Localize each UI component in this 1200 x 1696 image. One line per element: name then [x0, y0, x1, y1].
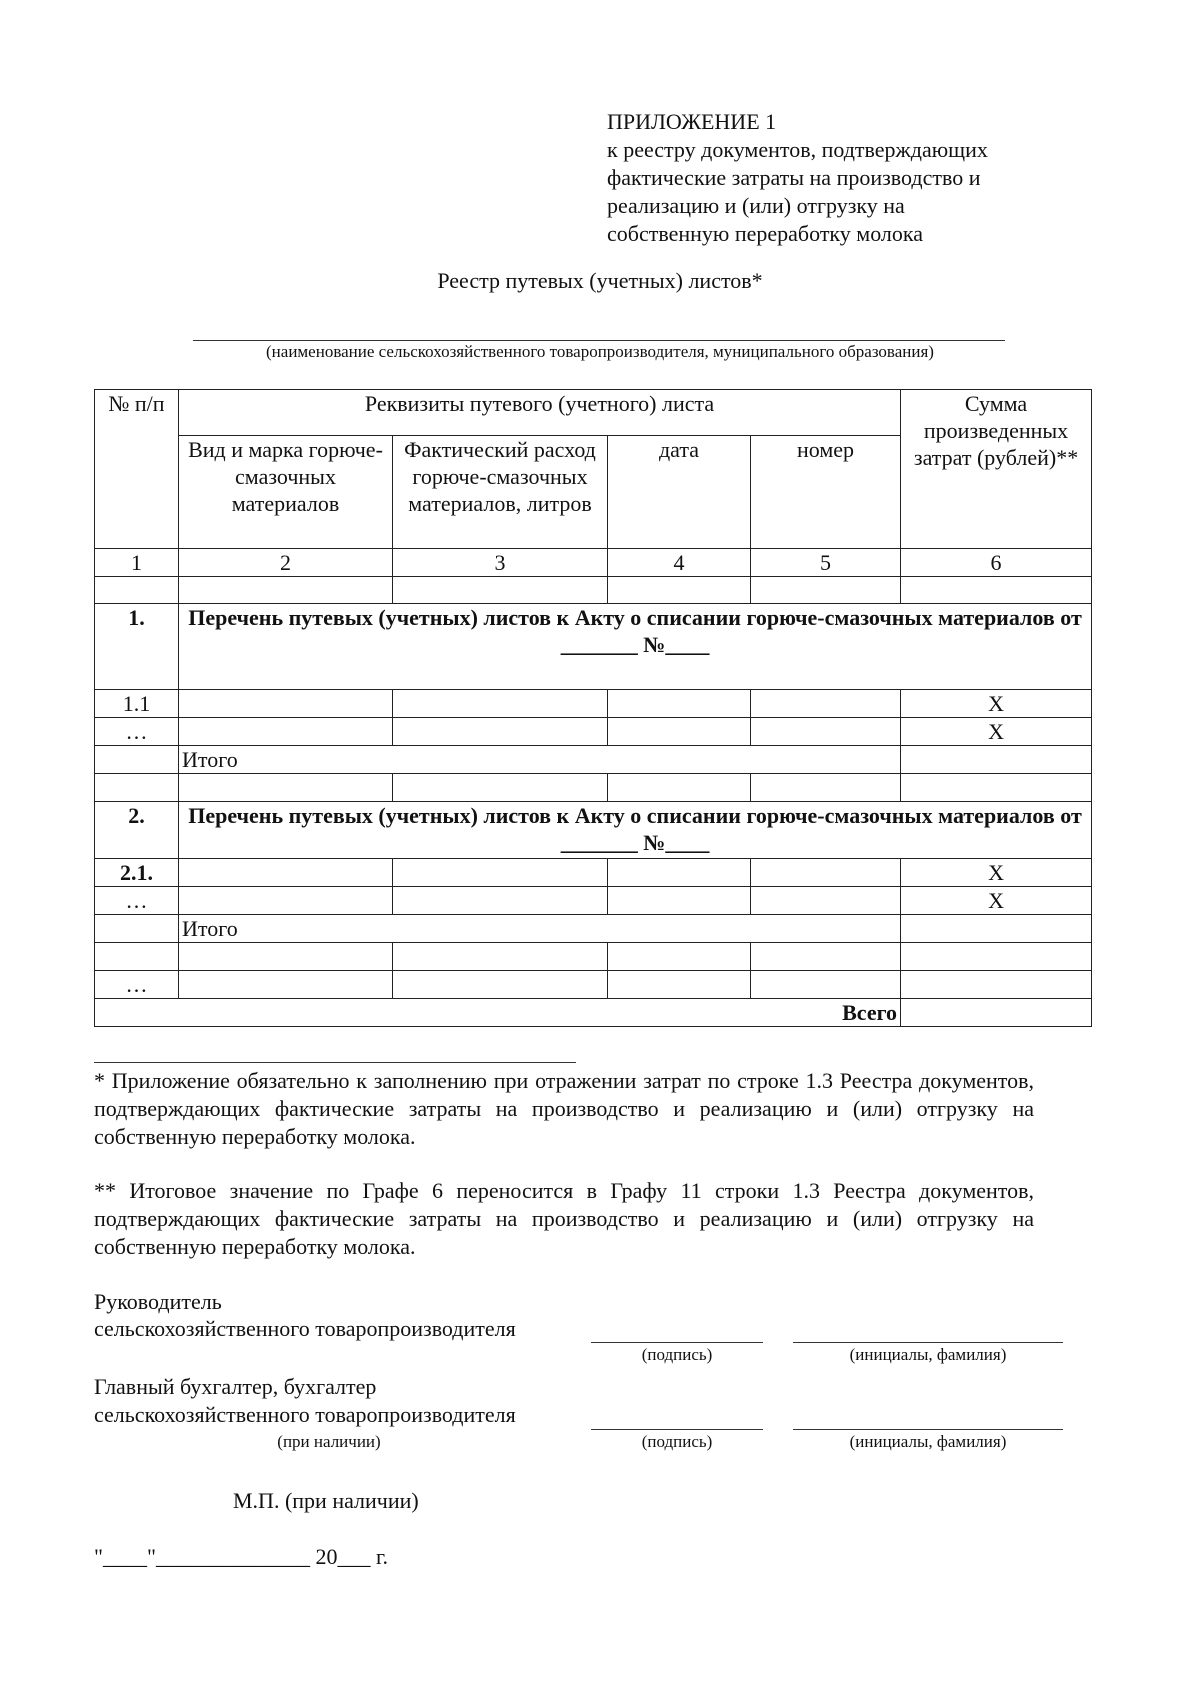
accountant-signature-caption: (подпись)	[641, 1432, 713, 1451]
section-1-title: Перечень путевых (учетных) листов к Акту о списании горюче-смазочных материалов от _______ №____	[179, 604, 1092, 690]
x-mark: Х	[901, 690, 1092, 718]
table-row	[95, 887, 1092, 915]
head-name-line	[793, 1342, 1063, 1343]
footnote-divider	[94, 1062, 576, 1063]
subtotal-row	[95, 915, 1092, 943]
stamp-label: М.П. (при наличии)	[233, 1488, 419, 1513]
header-doc-number: номер	[751, 436, 901, 549]
column-number: 6	[901, 549, 1092, 577]
row-ellipsis: …	[95, 718, 179, 746]
subtotal-label: Итого	[179, 915, 901, 943]
grand-total-row	[95, 999, 1092, 1027]
header-date: дата	[608, 436, 751, 549]
table-header-row	[95, 390, 1092, 436]
appendix-line: фактические затраты на производство и	[607, 165, 981, 190]
section-2-row	[95, 802, 1092, 859]
head-name-caption: (инициалы, фамилия)	[849, 1345, 1007, 1364]
row-number: 1.1	[95, 690, 179, 718]
organization-name-caption: (наименование сельскохозяйственного товаропроизводителя, муниципального образования)	[266, 342, 934, 361]
table-row	[95, 859, 1092, 887]
organization-name-line	[193, 340, 1005, 341]
table-row	[95, 690, 1092, 718]
column-number-row	[95, 549, 1092, 577]
column-number: 5	[751, 549, 901, 577]
section-1-number: 1.	[95, 604, 179, 690]
header-number: № п/п	[95, 390, 179, 549]
column-number: 4	[608, 549, 751, 577]
subtotal-row	[95, 746, 1092, 774]
accountant-name-caption: (инициалы, фамилия)	[849, 1432, 1007, 1451]
header-fuel-type: Вид и марка горюче-смазочных материалов	[179, 436, 393, 549]
footnote-1: * Приложение обязательно к заполнению при отражении затрат по строке 1.3 Реестра документов, подтверждающих фактические затраты на производство и реализацию и (или) отгрузку на собственную переработку молока.	[94, 1068, 1034, 1149]
head-signature-line	[591, 1342, 763, 1343]
x-mark: Х	[901, 718, 1092, 746]
accountant-title-line-1: Главный бухгалтер, бухгалтер	[94, 1374, 377, 1399]
row-ellipsis: …	[95, 971, 179, 999]
header-sum: Сумма произведенных затрат (рублей)**	[901, 390, 1092, 549]
section-2-number: 2.	[95, 802, 179, 859]
row-ellipsis: …	[95, 887, 179, 915]
table-row	[95, 774, 1092, 802]
appendix-header	[607, 108, 988, 248]
table-row	[95, 718, 1092, 746]
registry-table	[94, 389, 1092, 1027]
accountant-if-available: (при наличии)	[277, 1432, 381, 1451]
appendix-heading: ПРИЛОЖЕНИЕ 1	[607, 109, 777, 134]
footnote-2: ** Итоговое значение по Графе 6 переносится в Графу 11 строки 1.3 Реестра документов, подтверждающих фактические затраты на производство и реализацию и (или) отгрузку на собственную переработку молока.	[94, 1178, 1034, 1259]
appendix-line: собственную переработку молока	[607, 221, 924, 246]
table-row	[95, 577, 1092, 604]
column-number: 3	[393, 549, 608, 577]
x-mark: Х	[901, 887, 1092, 915]
section-1-row	[95, 604, 1092, 690]
date-line: "____"______________ 20___ г.	[94, 1544, 389, 1569]
header-requisites: Реквизиты путевого (учетного) листа	[179, 390, 901, 436]
grand-total-label: Всего	[95, 999, 901, 1027]
accountant-signature-line	[591, 1429, 763, 1430]
table-row	[95, 971, 1092, 999]
appendix-line: к реестру документов, подтверждающих	[607, 137, 988, 162]
head-title-line-1: Руководитель	[94, 1289, 222, 1314]
table-row	[95, 943, 1092, 971]
column-number: 1	[95, 549, 179, 577]
row-number: 2.1.	[95, 859, 179, 887]
accountant-name-line	[793, 1429, 1063, 1430]
x-mark: Х	[901, 859, 1092, 887]
appendix-line: реализацию и (или) отгрузку на	[607, 193, 905, 218]
column-number: 2	[179, 549, 393, 577]
section-2-title: Перечень путевых (учетных) листов к Акту о списании горюче-смазочных материалов от _______ №____	[179, 802, 1092, 859]
subtotal-label: Итого	[179, 746, 901, 774]
document-title: Реестр путевых (учетных) листов*	[437, 268, 763, 293]
head-signature-caption: (подпись)	[641, 1345, 713, 1364]
head-title-line-2: сельскохозяйственного товаропроизводителя	[94, 1316, 516, 1341]
accountant-title-line-2: сельскохозяйственного товаропроизводителя	[94, 1402, 516, 1427]
header-fuel-use: Фактический расход горюче-смазочных материалов, литров	[393, 436, 608, 549]
